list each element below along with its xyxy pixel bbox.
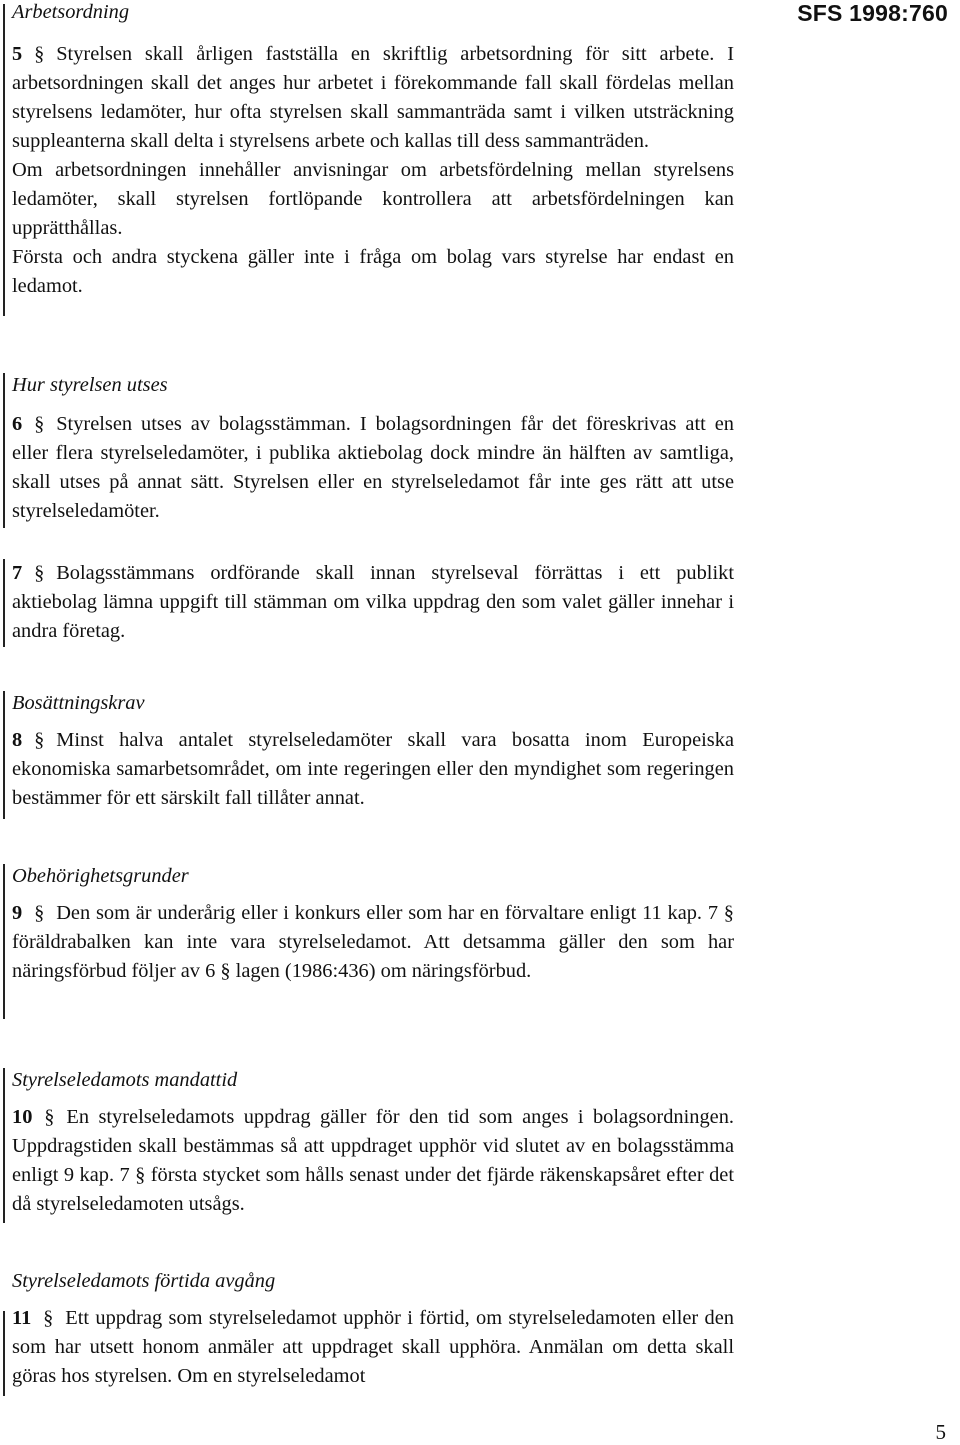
paragraph-text: Styrelsen skall årligen fastställa en skriftlig arbetsordning för sitt arbete. I arbetsordningen skall det anges hur arbetet i förekommande fall skall fördelas mellan styrelsens ledamöter, hur ofta styrelsen skall sammanträda samt i vilken utsträckning suppleanterna skall delta i styrelsens arbete och kallas till dess sammanträden. bbox=[12, 43, 734, 152]
change-bar bbox=[3, 373, 5, 528]
section-heading: Styrelseledamots förtida avgång bbox=[12, 1270, 276, 1292]
paragraph-8 bbox=[12, 726, 734, 813]
paragraph-number: 5 bbox=[12, 43, 23, 65]
change-bar bbox=[3, 1068, 5, 1223]
paragraph-text: Minst halva antalet styrelseledamöter skall vara bosatta inom Europeiska ekonomiska samarbetsområdet, om inte regeringen eller den myndighet som regeringen bestämmer för ett särskilt fall tillåter annat. bbox=[12, 729, 734, 809]
section-mandattid bbox=[12, 1068, 734, 1219]
section-obehorighetsgrunder bbox=[12, 864, 734, 986]
section-symbol: § bbox=[34, 902, 45, 924]
change-bar bbox=[3, 4, 5, 316]
paragraph-text: Bolagsstämmans ordförande skall innan styrelseval förrättas i ett publikt aktiebolag lämna uppgift till stämman om vilka uppdrag den som valet gäller innehar i andra företag. bbox=[12, 562, 734, 642]
section-heading: Arbetsordning bbox=[12, 1, 130, 23]
sfs-number: SFS 1998:760 bbox=[797, 0, 948, 26]
paragraph-text: Styrelsen utses av bolagsstämman. I bolagsordningen får det föreskrivas att en eller flera styrelseledamöter, i publika aktiebolag dock mindre än hälften av samtliga, skall utses på annat sätt. Styrelsen eller en styrelseledamot får inte ges rätt att utse styrelseledamöter. bbox=[12, 413, 734, 522]
paragraph-11 bbox=[12, 1304, 734, 1391]
change-bar bbox=[3, 1311, 5, 1396]
section-symbol: § bbox=[43, 1307, 54, 1329]
section-paragraph-7 bbox=[12, 559, 734, 646]
section-bosattningskrav bbox=[12, 691, 734, 813]
section-symbol: § bbox=[44, 1106, 55, 1128]
paragraph-number: 11 bbox=[12, 1307, 32, 1329]
paragraph-5-stycke-2: Om arbetsordningen innehåller anvisningar om arbetsfördelning mellan styrelsens ledamöter, skall styrelsen fortlöpande kontrollera att arbetsfördelningen kan upprätthållas. bbox=[12, 159, 734, 239]
paragraph-7 bbox=[12, 559, 734, 646]
paragraph-number: 8 bbox=[12, 729, 23, 751]
section-symbol: § bbox=[34, 43, 45, 65]
change-bar bbox=[3, 864, 5, 1019]
paragraph-9 bbox=[12, 899, 734, 986]
paragraph-text: Ett uppdrag som styrelseledamot upphör i förtid, om styrelseledamoten eller den som har utsett honom anmäler att uppdraget skall upphöra. Anmälan om detta skall göras hos styrelsen. Om en styrelseledamot bbox=[12, 1307, 734, 1387]
paragraph-number: 9 bbox=[12, 902, 23, 924]
paragraph-10 bbox=[12, 1103, 734, 1219]
section-symbol: § bbox=[34, 413, 45, 435]
section-fortida-avgang bbox=[12, 1269, 734, 1391]
section-symbol: § bbox=[34, 729, 45, 751]
paragraph-number: 6 bbox=[12, 413, 23, 435]
change-bar bbox=[3, 559, 5, 647]
section-heading: Obehörighetsgrunder bbox=[12, 865, 189, 887]
change-bar bbox=[3, 691, 5, 819]
paragraph-number: 7 bbox=[12, 562, 23, 584]
page-number: 5 bbox=[935, 1420, 946, 1444]
section-arbetsordning bbox=[12, 0, 734, 301]
section-symbol: § bbox=[34, 562, 45, 584]
paragraph-text: Den som är underårig eller i konkurs eller som har en förvaltare enligt 11 kap. 7 § föräldrabalken kan inte vara styrelseledamot. Att detsamma gäller den som har näringsförbud följer av 6 § lagen (1986:436) om näringsförbud. bbox=[12, 902, 734, 982]
section-heading: Styrelseledamots mandattid bbox=[12, 1069, 238, 1091]
section-heading: Bosättningskrav bbox=[12, 692, 145, 714]
paragraph-5-stycke-3: Första och andra styckena gäller inte i fråga om bolag vars styrelse har endast en ledamot. bbox=[12, 246, 734, 297]
paragraph-text: En styrelseledamots uppdrag gäller för den tid som anges i bolagsordningen. Uppdragstiden skall bestämmas så att uppdraget upphör vid slutet av en bolagsstämma enligt 9 kap. 7 § första stycket som hålls senast under det fjärde räkenskapsåret efter det då styrelseledamoten utsågs. bbox=[12, 1106, 734, 1215]
paragraph-5 bbox=[12, 40, 734, 156]
section-hur-styrelsen-utses bbox=[12, 373, 734, 526]
paragraph-number: 10 bbox=[12, 1106, 33, 1128]
section-heading: Hur styrelsen utses bbox=[12, 374, 168, 396]
paragraph-6 bbox=[12, 410, 734, 526]
